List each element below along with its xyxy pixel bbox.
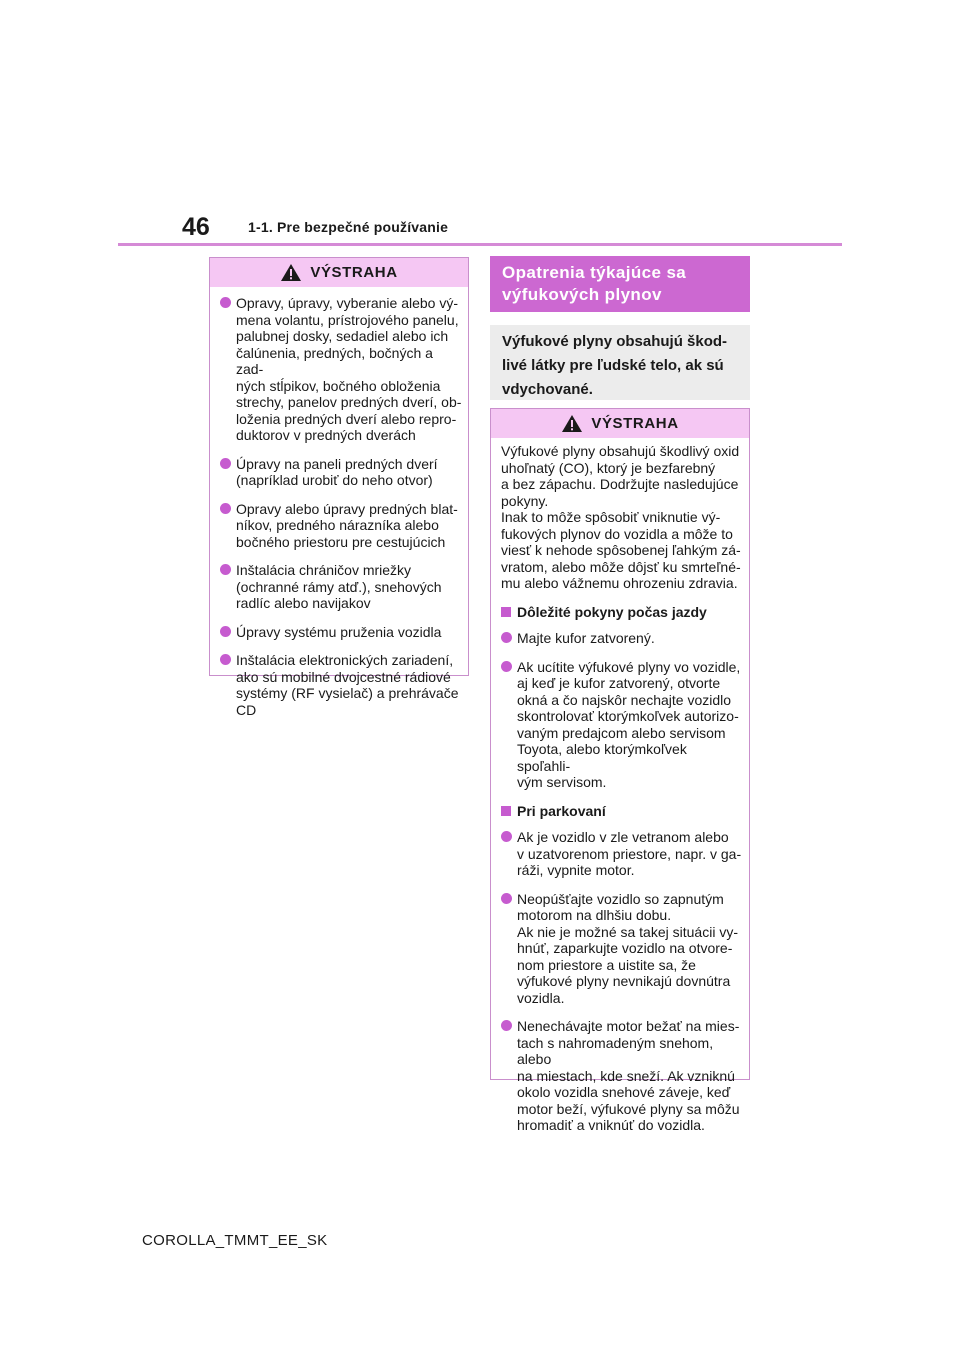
document-code: COROLLA_TMMT_EE_SK <box>142 1232 328 1249</box>
warning-paragraph: Výfukové plyny obsahujú škodlivý oxid uhoľnatý (CO), ktorý je bezfarebný a bez zápachu. Dodržujte nasledujúce pokyny. Inak to môže spôsobiť vniknutie vý- fukových plynov do vozidla a môže to viesť k nehode spôsobenej ľahkým zá- vratom, alebo môže dôjsť ku smrteľné- mu alebo vážnemu ohrozeniu zdravia. <box>501 443 741 591</box>
list-item: Úpravy systému pruženia vozidla <box>220 624 462 641</box>
list-item: Opravy alebo úpravy predných blat- níkov, predného nárazníka alebo bočného priestoru pre cestujúcich <box>220 501 462 551</box>
bullet-dot-icon <box>220 654 231 665</box>
square-bullet-icon <box>501 607 511 617</box>
warning-title: VÝSTRAHA <box>310 264 398 281</box>
bullet-dot-icon <box>220 458 231 469</box>
header-rule <box>118 243 842 246</box>
warning-body <box>491 438 749 1142</box>
list-item: Úpravy na paneli predných dverí (napríklad urobiť do neho otvor) <box>220 456 462 489</box>
bullet-dot-icon <box>220 626 231 637</box>
list-item: Inštalácia chráničov mriežky (ochranné rámy atď.), snehových radlíc alebo navijakov <box>220 562 462 612</box>
section-title: 1-1. Pre bezpečné používanie <box>248 219 449 235</box>
topic-title: Opatrenia týkajúce sa výfukových plynov <box>490 256 750 312</box>
list-item: Opravy, úpravy, vyberanie alebo vý- mena volantu, prístrojového panelu, palubnej dosky, sedadiel alebo ich čalúnenia, predných, bočných a zad- ných stĺpikov, bočného obloženia strechy, panelov predných dverí, ob- loženia predných dverí alebo repro- duktorov v predných dverách <box>220 295 462 444</box>
bullet-dot-icon <box>501 831 512 842</box>
bullet-dot-icon <box>220 503 231 514</box>
page-number: 46 <box>182 213 210 241</box>
square-bullet-icon <box>501 806 511 816</box>
warning-triangle-icon <box>280 263 302 282</box>
list-item: Nenechávajte motor bežať na mies- tach s nahromadeným snehom, alebo na miestach, kde sneží. Ak vzniknú okolo vozidla snehové záveje, keď motor beží, výfukové plyny sa môžu hromadiť a vniknúť do vozidla. <box>501 1018 743 1134</box>
warning-header <box>491 409 749 438</box>
bullet-dot-icon <box>501 661 512 672</box>
list-item: Inštalácia elektronických zariadení, ako sú mobilné dvojcestné rádiové systémy (RF vysielač) a prehrávače CD <box>220 652 462 718</box>
list-item: Ak je vozidlo v zle vetranom alebo v uzatvorenom priestore, napr. v ga- ráži, vypnite motor. <box>501 829 743 879</box>
warning-triangle-icon <box>561 414 583 433</box>
bullet-dot-icon <box>501 893 512 904</box>
list-item: Neopúšťajte vozidlo so zapnutým motorom na dlhšiu dobu. Ak nie je možné sa takej situácii vy- hnúť, zaparkujte vozidlo na otvore- nom priestore a uistite sa, že výfukové plyny nevnikajú dovnútra vozidla. <box>501 891 743 1007</box>
warning-header <box>210 258 468 287</box>
bullet-dot-icon <box>220 297 231 308</box>
topic-intro: Výfukové plyny obsahujú škod- livé látky pre ľudské telo, ak sú vdychované. <box>490 325 750 400</box>
warning-body <box>210 287 468 726</box>
bullet-dot-icon <box>501 1020 512 1031</box>
bullet-dot-icon <box>220 564 231 575</box>
warning-title: VÝSTRAHA <box>591 415 679 432</box>
warning-box-left <box>209 257 469 718</box>
warning-box-right <box>490 408 750 1133</box>
list-item: Majte kufor zatvorený. <box>501 630 743 647</box>
list-item: Ak ucítite výfukové plyny vo vozidle, aj keď je kufor zatvorený, otvorte okná a čo najskôr nechajte vozidlo skontrolovať ktorýmkoľvek autorizo- vaným predajcom alebo servisom Toyota, alebo ktorýmkoľvek spoľahli- vým servisom. <box>501 659 743 791</box>
subsection-heading: Dôležité pokyny počas jazdy <box>501 604 743 621</box>
bullet-dot-icon <box>501 632 512 643</box>
subsection-heading: Pri parkovaní <box>501 803 743 820</box>
